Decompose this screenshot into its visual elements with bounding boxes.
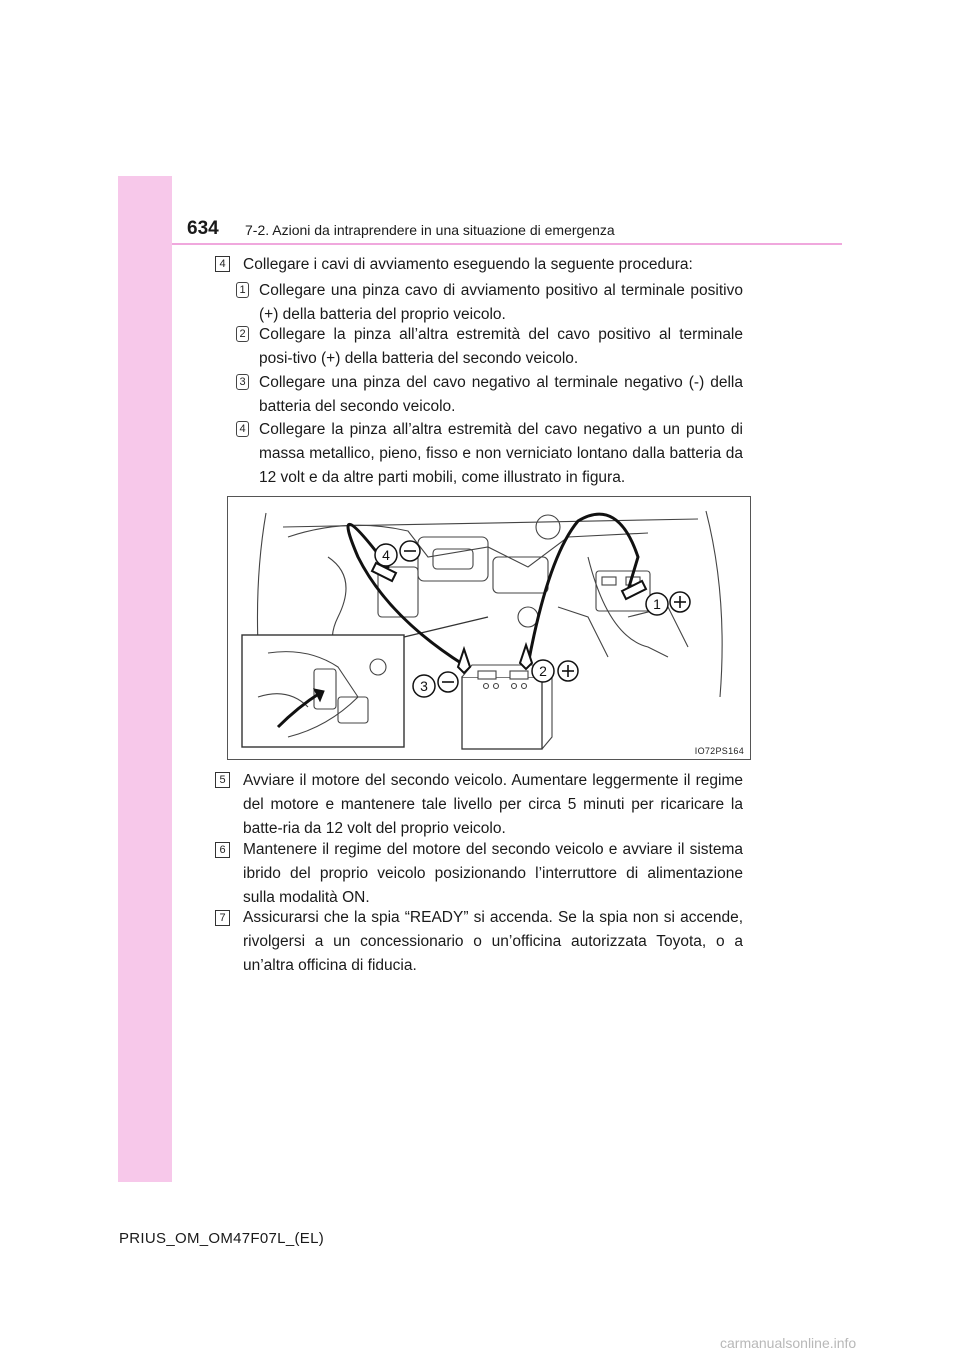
- figure-code: IO72PS164: [694, 746, 744, 756]
- substep-number-2: 2: [236, 326, 249, 342]
- engine-bay-drawing: [228, 497, 750, 759]
- watermark: carmanualsonline.info: [720, 1335, 857, 1351]
- callout-1-number: 1: [653, 596, 661, 612]
- step-7-text: Assicurarsi che la spia “READY” si accenda. Se la spia non si accende, rivolgersi a un concessionario o un’officina autorizzata Toyota, o a un’altra officina di fiducia.: [243, 909, 743, 974]
- section-title: 7-2. Azioni da intraprendere in una situazione di emergenza: [245, 222, 615, 238]
- substep-4-text: Collegare la pinza all’altra estremità del cavo negativo a un punto di massa metallico, pieno, fisso e non verniciato lontano dalla batteria da 12 volt e da altre parti mobili, come illustrato in figura.: [259, 421, 743, 486]
- substep-3-text: Collegare una pinza del cavo negativo al terminale negativo (-) della batteria del secondo veicolo.: [259, 374, 743, 415]
- bay-right-edge: [706, 511, 722, 697]
- substep-number-1: 1: [236, 282, 249, 298]
- substep-2-text: Collegare la pinza all’altra estremità del cavo positivo al terminale posi-tivo (+) della batteria del secondo veicolo.: [259, 326, 743, 367]
- callout-3-number: 3: [420, 678, 428, 694]
- substep-number-4: 4: [236, 421, 249, 437]
- header-rule: [172, 243, 842, 245]
- callout-2-number: 2: [539, 663, 547, 679]
- step-number-6: 6: [215, 842, 230, 858]
- page-number: 634: [187, 218, 219, 239]
- step-6-text: Mantenere il regime del motore del secondo veicolo e avviare il sistema ibrido del proprio veicolo posizionando l’interruttore di alimentazione sulla modalità ON.: [243, 841, 743, 906]
- step-number-7: 7: [215, 910, 230, 926]
- callout-4-number: 4: [382, 547, 390, 563]
- step-number-4: 4: [215, 256, 230, 272]
- substep-number-3: 3: [236, 374, 249, 390]
- step-5-text: Avviare il motore del secondo veicolo. Aumentare leggermente il regime del motore e mantenere tale livello per circa 5 minuti per ricaricare la batte-ria da 12 volt del proprio veicolo.: [243, 772, 743, 837]
- step-4-text: Collegare i cavi di avviamento eseguendo la seguente procedura:: [243, 256, 693, 273]
- substep-1-text: Collegare una pinza cavo di avviamento positivo al terminale positivo (+) della batteria del proprio veicolo.: [259, 282, 743, 323]
- document-code: PRIUS_OM_OM47F07L_(EL): [119, 1230, 325, 1247]
- jump-start-illustration: [227, 496, 751, 760]
- step-number-5: 5: [215, 772, 230, 788]
- side-tab-band: [118, 176, 172, 1182]
